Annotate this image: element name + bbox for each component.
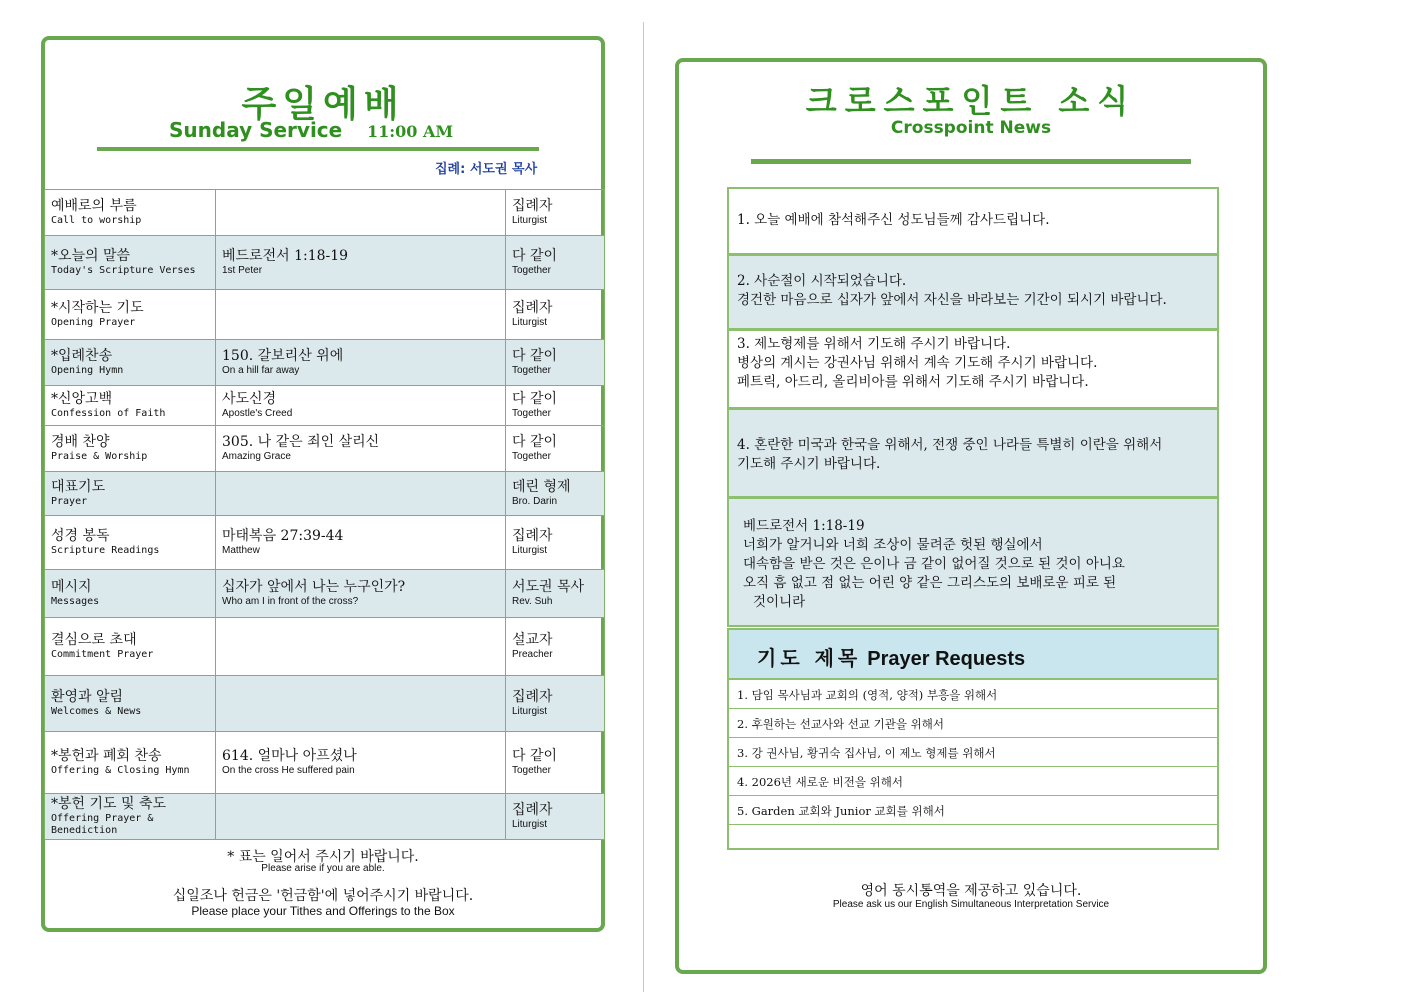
order-detail-korean: 십자가 앞에서 나는 누구인가? xyxy=(222,579,406,595)
order-element-english: Confession of Faith xyxy=(51,408,166,419)
order-row xyxy=(45,340,605,386)
verse-line: 너희가 알거니와 너희 조상이 물려준 헛된 행실에서 xyxy=(743,537,1043,553)
news-line: 페트릭, 아드리, 올리비아를 위해서 기도해 주시기 바랍니다. xyxy=(737,374,1089,390)
order-leader-korean: 설교자 xyxy=(512,632,553,648)
prayer-item: 1. 담임 목사님과 교회의 (영적, 양적) 부흥을 위해서 xyxy=(729,680,1217,709)
prayer-title-english: Prayer Requests xyxy=(867,648,1026,670)
order-row xyxy=(45,236,605,290)
crosspoint-news-panel xyxy=(675,58,1267,974)
order-detail-korean: 마태복음 27:39-44 xyxy=(222,528,344,544)
order-leader-cell xyxy=(506,290,605,340)
news-item xyxy=(727,408,1219,498)
prayer-item: 5. Garden 교회와 Junior 교회를 위해서 xyxy=(729,796,1217,825)
order-leader-english: Liturgist xyxy=(512,545,548,556)
order-element-cell xyxy=(45,426,216,472)
prayer-item: 2. 후원하는 선교사와 선교 기관을 위해서 xyxy=(729,709,1217,738)
order-element-cell xyxy=(45,618,216,676)
prayer-requests-box xyxy=(727,628,1219,850)
order-element-korean: 결심으로 초대 xyxy=(51,632,137,648)
news-line: 병상의 계시는 강권사님 위해서 계속 기도해 주시기 바랍니다. xyxy=(737,355,1098,371)
order-element-korean: *신앙고백 xyxy=(51,391,113,407)
order-detail-english: Matthew xyxy=(222,545,260,556)
prayer-requests-header xyxy=(729,630,1217,680)
service-time: 11:00 AM xyxy=(367,122,454,141)
sunday-service-panel xyxy=(41,36,605,932)
order-detail-korean: 305. 나 같은 죄인 살리신 xyxy=(222,434,380,450)
order-leader-english: Liturgist xyxy=(512,215,548,226)
order-of-worship-table xyxy=(44,189,605,840)
prayer-item: 3. 강 권사님, 황귀숙 집사님, 이 제노 형제를 위해서 xyxy=(729,738,1217,767)
order-row xyxy=(45,190,605,236)
news-line: 1. 오늘 예배에 참석해주신 성도님들께 감사드립니다. xyxy=(737,212,1050,228)
order-detail-english: Apostle's Creed xyxy=(222,408,293,419)
order-element-cell xyxy=(45,236,216,290)
order-element-cell xyxy=(45,190,216,236)
order-leader-korean: 다 같이 xyxy=(512,248,558,264)
news-line: 기도해 주시기 바랍니다. xyxy=(737,456,881,472)
order-detail-cell xyxy=(216,618,506,676)
order-leader-english: Together xyxy=(512,365,551,376)
order-element-korean: *오늘의 말씀 xyxy=(51,248,131,264)
order-element-english: Offering Prayer & Benediction xyxy=(51,813,154,836)
order-element-korean: 경배 찬양 xyxy=(51,434,110,450)
order-element-english: Scripture Readings xyxy=(51,545,160,556)
prayer-item: 4. 2026년 새로운 비전을 위해서 xyxy=(729,767,1217,796)
news-line: 4. 혼란한 미국과 한국을 위해서, 전쟁 중인 나라들 특별히 이란을 위해서 xyxy=(737,437,1163,453)
order-element-korean: 예배로의 부름 xyxy=(51,198,137,214)
news-line: 3. 제노형제를 위해서 기도해 주시기 바랍니다. xyxy=(737,336,1011,352)
order-leader-english: Preacher xyxy=(512,649,553,660)
order-leader-english: Together xyxy=(512,265,551,276)
service-title-korean: 주일예배 xyxy=(241,84,405,125)
verse-line: 베드로전서 1:18-19 xyxy=(743,518,865,534)
order-detail-cell xyxy=(216,676,506,732)
order-leader-cell xyxy=(506,676,605,732)
order-detail-cell xyxy=(216,570,506,618)
order-leader-korean: 집례자 xyxy=(512,198,553,214)
order-row xyxy=(45,290,605,340)
order-leader-korean: 데린 형제 xyxy=(512,479,571,495)
order-detail-english: Amazing Grace xyxy=(222,451,291,462)
order-detail-korean: 150. 갈보리산 위에 xyxy=(222,348,344,364)
news-title-english: Crosspoint News xyxy=(890,118,1052,138)
interpretation-note-english: Please ask us our English Simultaneous Interpretation Service xyxy=(832,899,1110,910)
offering-note: 십일조나 헌금은 '헌금함'에 넣어주시기 바랍니다. xyxy=(172,888,474,904)
order-element-cell xyxy=(45,676,216,732)
news-item xyxy=(727,329,1219,409)
order-leader-korean: 다 같이 xyxy=(512,434,558,450)
offering-note-english: Please place your Tithes and Offerings to the Box xyxy=(191,904,455,918)
order-element-korean: 메시지 xyxy=(51,579,92,595)
order-element-english: Call to worship xyxy=(51,215,142,226)
order-leader-english: Liturgist xyxy=(512,317,548,328)
order-row xyxy=(45,732,605,794)
order-element-korean: *봉헌과 폐회 찬송 xyxy=(51,748,162,764)
order-leader-cell xyxy=(506,794,605,840)
order-element-cell xyxy=(45,732,216,794)
order-row xyxy=(45,386,605,426)
order-detail-english: On the cross He suffered pain xyxy=(222,765,355,776)
order-detail-cell xyxy=(216,732,506,794)
order-element-english: Commitment Prayer xyxy=(51,649,154,660)
order-leader-korean: 다 같이 xyxy=(512,748,558,764)
title-rule xyxy=(97,147,539,151)
order-detail-korean: 베드로전서 1:18-19 xyxy=(222,248,349,264)
order-detail-cell xyxy=(216,794,506,840)
order-element-english: Opening Hymn xyxy=(51,365,124,376)
service-title-english: Sunday Service xyxy=(169,118,343,142)
order-leader-cell xyxy=(506,618,605,676)
stand-note-english: Please arise if you are able. xyxy=(261,863,385,874)
page-divider xyxy=(643,22,644,992)
order-leader-cell xyxy=(506,472,605,516)
order-detail-korean: 사도신경 xyxy=(222,391,277,407)
interpretation-note: 영어 동시통역을 제공하고 있습니다. xyxy=(860,883,1082,899)
order-element-cell xyxy=(45,570,216,618)
order-leader-english: Together xyxy=(512,408,551,419)
order-element-cell xyxy=(45,516,216,570)
order-element-korean: 성경 봉독 xyxy=(51,528,110,544)
order-leader-korean: 집례자 xyxy=(512,528,553,544)
order-leader-english: Liturgist xyxy=(512,819,548,830)
order-row xyxy=(45,426,605,472)
order-row xyxy=(45,570,605,618)
news-item xyxy=(727,187,1219,255)
order-element-cell xyxy=(45,290,216,340)
order-detail-cell xyxy=(216,516,506,570)
order-row xyxy=(45,618,605,676)
order-detail-cell xyxy=(216,426,506,472)
order-element-korean: *입례찬송 xyxy=(51,348,113,364)
order-detail-english: On a hill far away xyxy=(222,365,300,376)
order-element-english: Welcomes & News xyxy=(51,706,142,717)
order-element-english: Praise & Worship xyxy=(51,451,148,462)
order-leader-cell xyxy=(506,340,605,386)
order-leader-english: Rev. Suh xyxy=(512,596,553,607)
verse-line: 대속함을 받은 것은 은이나 금 같이 없어질 것으로 된 것이 아니요 xyxy=(743,556,1125,572)
order-row xyxy=(45,516,605,570)
order-leader-korean: 서도권 목사 xyxy=(512,579,585,595)
order-element-cell xyxy=(45,340,216,386)
order-leader-cell xyxy=(506,570,605,618)
order-leader-cell xyxy=(506,426,605,472)
order-leader-korean: 집례자 xyxy=(512,689,553,705)
verse-line: 오직 흠 없고 점 없는 어린 양 같은 그리스도의 보배로운 피로 된 xyxy=(743,575,1117,591)
order-element-cell xyxy=(45,386,216,426)
order-element-korean: *시작하는 기도 xyxy=(51,300,144,316)
prayer-title-korean: 기도 제목 xyxy=(757,646,862,670)
order-element-korean: *봉헌 기도 및 축도 xyxy=(51,796,167,812)
order-element-english: Offering & Closing Hymn xyxy=(51,765,190,776)
order-leader-korean: 다 같이 xyxy=(512,348,558,364)
order-row xyxy=(45,794,605,840)
order-detail-cell xyxy=(216,340,506,386)
order-element-korean: 대표기도 xyxy=(51,479,106,495)
news-line: 경건한 마음으로 십자가 앞에서 자신을 바라보는 기간이 되시기 바랍니다. xyxy=(737,292,1167,308)
order-element-cell xyxy=(45,794,216,840)
order-detail-english: 1st Peter xyxy=(222,265,263,276)
news-title-rule xyxy=(751,159,1191,164)
order-element-english: Today's Scripture Verses xyxy=(51,265,196,276)
order-leader-english: Together xyxy=(512,451,551,462)
order-leader-cell xyxy=(506,236,605,290)
order-leader-english: Liturgist xyxy=(512,706,548,717)
order-element-english: Prayer xyxy=(51,496,88,507)
news-item xyxy=(727,254,1219,330)
order-row xyxy=(45,472,605,516)
news-line: 2. 사순절이 시작되었습니다. xyxy=(737,273,907,289)
order-leader-cell xyxy=(506,386,605,426)
order-row xyxy=(45,676,605,732)
order-element-english: Opening Prayer xyxy=(51,317,136,328)
order-leader-korean: 집례자 xyxy=(512,802,553,818)
order-detail-cell xyxy=(216,386,506,426)
order-detail-cell xyxy=(216,236,506,290)
order-leader-korean: 집례자 xyxy=(512,300,553,316)
order-detail-cell xyxy=(216,472,506,516)
order-detail-cell xyxy=(216,190,506,236)
order-leader-korean: 다 같이 xyxy=(512,391,558,407)
officiant-label: 집례: 서도권 목사 xyxy=(435,162,538,177)
order-detail-korean: 614. 얼마나 아프셨나 xyxy=(222,748,357,764)
news-title-korean: 크로스포인트 소식 xyxy=(805,82,1137,120)
order-leader-english: Together xyxy=(512,765,551,776)
verse-line: 것이니라 xyxy=(753,594,806,610)
order-element-cell xyxy=(45,472,216,516)
order-element-korean: 환영과 알림 xyxy=(51,689,124,705)
order-detail-english: Who am I in front of the cross? xyxy=(222,596,359,607)
order-detail-cell xyxy=(216,290,506,340)
scripture-verse-box xyxy=(727,497,1219,627)
order-leader-english: Bro. Darin xyxy=(512,496,558,507)
order-element-english: Messages xyxy=(51,596,100,607)
stand-note: * 표는 일어서 주시기 바랍니다. xyxy=(227,849,419,865)
order-leader-cell xyxy=(506,190,605,236)
order-leader-cell xyxy=(506,732,605,794)
order-leader-cell xyxy=(506,516,605,570)
